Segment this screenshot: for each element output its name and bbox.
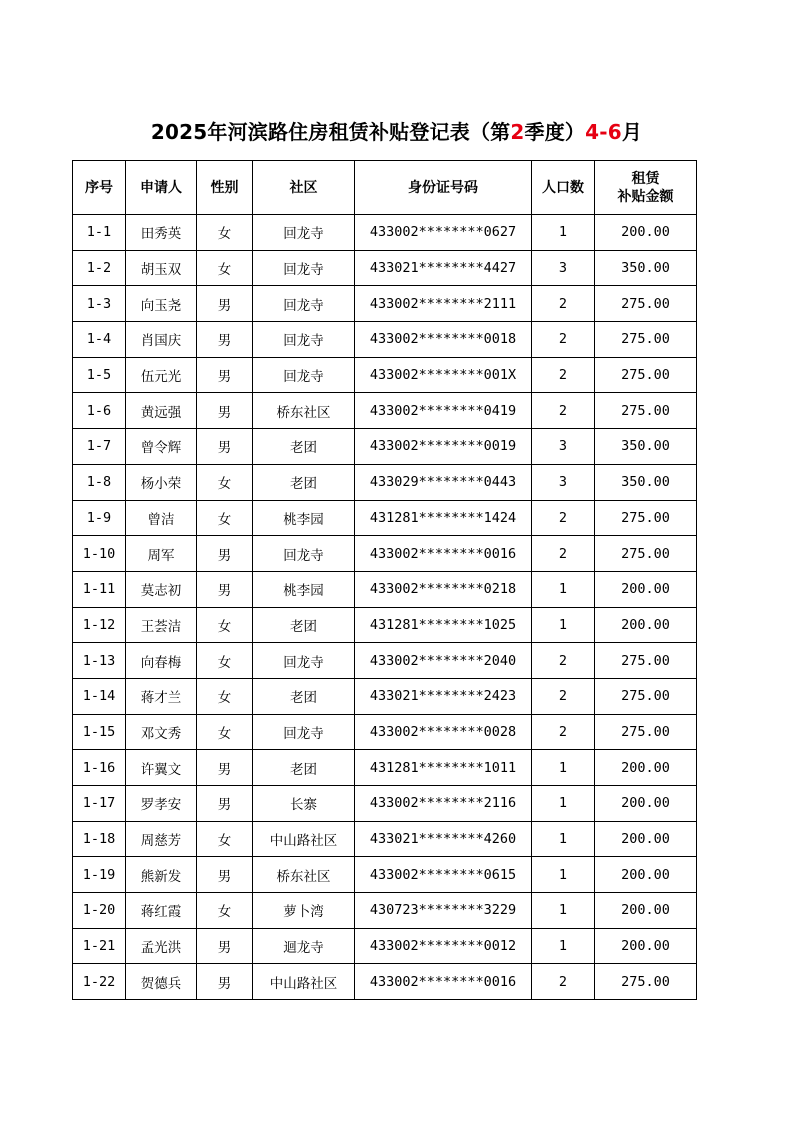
cell-community: 回龙寺 xyxy=(253,536,355,572)
cell-applicant: 田秀英 xyxy=(126,215,197,251)
cell-id-number: 433029********0443 xyxy=(355,464,532,500)
table-row xyxy=(73,286,697,322)
cell-household-size: 1 xyxy=(532,750,595,786)
cell-applicant: 蒋红霞 xyxy=(126,893,197,929)
cell-subsidy-amount: 275.00 xyxy=(595,393,697,429)
cell-subsidy-amount: 200.00 xyxy=(595,607,697,643)
cell-community: 回龙寺 xyxy=(253,250,355,286)
cell-seq: 1-15 xyxy=(73,714,126,750)
cell-community: 老团 xyxy=(253,607,355,643)
cell-community: 回龙寺 xyxy=(253,357,355,393)
cell-id-number: 433002********2116 xyxy=(355,786,532,822)
cell-id-number: 430723********3229 xyxy=(355,893,532,929)
table-row xyxy=(73,893,697,929)
cell-id-number: 433021********4260 xyxy=(355,821,532,857)
header-community: 社区 xyxy=(253,161,355,215)
cell-applicant: 肖国庆 xyxy=(126,322,197,358)
title-part3: 月 xyxy=(621,120,643,144)
cell-gender: 女 xyxy=(197,215,253,251)
cell-applicant: 罗孝安 xyxy=(126,786,197,822)
cell-subsidy-amount: 200.00 xyxy=(595,750,697,786)
cell-id-number: 433002********001X xyxy=(355,357,532,393)
cell-community: 长寨 xyxy=(253,786,355,822)
cell-id-number: 431281********1025 xyxy=(355,607,532,643)
table-row xyxy=(73,750,697,786)
registration-table xyxy=(72,160,697,1000)
cell-household-size: 1 xyxy=(532,893,595,929)
cell-subsidy-amount: 200.00 xyxy=(595,821,697,857)
header-subsidy-line2: 补贴金额 xyxy=(617,188,674,205)
cell-gender: 男 xyxy=(197,286,253,322)
cell-community: 回龙寺 xyxy=(253,714,355,750)
cell-applicant: 熊新发 xyxy=(126,857,197,893)
table-row xyxy=(73,571,697,607)
cell-gender: 男 xyxy=(197,786,253,822)
cell-household-size: 2 xyxy=(532,714,595,750)
cell-household-size: 3 xyxy=(532,429,595,465)
cell-applicant: 孟光洪 xyxy=(126,928,197,964)
table-row xyxy=(73,928,697,964)
cell-id-number: 433002********0615 xyxy=(355,857,532,893)
table-row xyxy=(73,714,697,750)
cell-id-number: 433002********2040 xyxy=(355,643,532,679)
title-part1: 2025年河滨路住房租赁补贴登记表（第 xyxy=(150,120,511,144)
cell-subsidy-amount: 200.00 xyxy=(595,786,697,822)
cell-household-size: 2 xyxy=(532,536,595,572)
cell-applicant: 伍元光 xyxy=(126,357,197,393)
cell-community: 老团 xyxy=(253,429,355,465)
table-row xyxy=(73,607,697,643)
cell-seq: 1-12 xyxy=(73,607,126,643)
cell-gender: 男 xyxy=(197,322,253,358)
cell-community: 桃李园 xyxy=(253,500,355,536)
cell-community: 回龙寺 xyxy=(253,643,355,679)
cell-community: 老团 xyxy=(253,464,355,500)
cell-seq: 1-19 xyxy=(73,857,126,893)
cell-seq: 1-3 xyxy=(73,286,126,322)
cell-subsidy-amount: 275.00 xyxy=(595,536,697,572)
cell-household-size: 2 xyxy=(532,678,595,714)
cell-community: 老团 xyxy=(253,750,355,786)
cell-seq: 1-16 xyxy=(73,750,126,786)
cell-gender: 男 xyxy=(197,393,253,429)
cell-gender: 男 xyxy=(197,964,253,1000)
cell-household-size: 1 xyxy=(532,786,595,822)
table-row xyxy=(73,464,697,500)
cell-applicant: 邓文秀 xyxy=(126,714,197,750)
table-row xyxy=(73,215,697,251)
cell-gender: 女 xyxy=(197,250,253,286)
cell-community: 迴龙寺 xyxy=(253,928,355,964)
table-row xyxy=(73,357,697,393)
cell-household-size: 2 xyxy=(532,643,595,679)
cell-applicant: 贺德兵 xyxy=(126,964,197,1000)
cell-gender: 女 xyxy=(197,464,253,500)
cell-seq: 1-8 xyxy=(73,464,126,500)
cell-applicant: 许翼文 xyxy=(126,750,197,786)
table-row xyxy=(73,643,697,679)
cell-id-number: 433002********2111 xyxy=(355,286,532,322)
cell-gender: 男 xyxy=(197,429,253,465)
cell-community: 回龙寺 xyxy=(253,286,355,322)
cell-subsidy-amount: 200.00 xyxy=(595,893,697,929)
cell-seq: 1-4 xyxy=(73,322,126,358)
page-title xyxy=(0,114,793,150)
cell-subsidy-amount: 275.00 xyxy=(595,964,697,1000)
cell-id-number: 433002********0419 xyxy=(355,393,532,429)
cell-applicant: 王荟洁 xyxy=(126,607,197,643)
cell-gender: 女 xyxy=(197,678,253,714)
title-months: 4-6 xyxy=(585,120,622,144)
cell-gender: 女 xyxy=(197,893,253,929)
cell-household-size: 3 xyxy=(532,250,595,286)
cell-subsidy-amount: 200.00 xyxy=(595,571,697,607)
cell-gender: 女 xyxy=(197,500,253,536)
header-applicant: 申请人 xyxy=(126,161,197,215)
cell-household-size: 1 xyxy=(532,571,595,607)
cell-seq: 1-22 xyxy=(73,964,126,1000)
title-quarter: 2 xyxy=(510,120,525,144)
cell-gender: 女 xyxy=(197,607,253,643)
cell-household-size: 3 xyxy=(532,464,595,500)
title-part2: 季度） xyxy=(524,120,586,144)
table-row xyxy=(73,786,697,822)
header-household-size: 人口数 xyxy=(532,161,595,215)
cell-seq: 1-5 xyxy=(73,357,126,393)
table-row xyxy=(73,821,697,857)
cell-subsidy-amount: 200.00 xyxy=(595,215,697,251)
cell-seq: 1-10 xyxy=(73,536,126,572)
cell-id-number: 431281********1424 xyxy=(355,500,532,536)
cell-applicant: 曾令辉 xyxy=(126,429,197,465)
cell-household-size: 2 xyxy=(532,964,595,1000)
cell-community: 老团 xyxy=(253,678,355,714)
cell-id-number: 433002********0019 xyxy=(355,429,532,465)
table-row xyxy=(73,964,697,1000)
cell-applicant: 周慈芳 xyxy=(126,821,197,857)
cell-subsidy-amount: 275.00 xyxy=(595,357,697,393)
cell-seq: 1-21 xyxy=(73,928,126,964)
cell-household-size: 2 xyxy=(532,286,595,322)
cell-subsidy-amount: 275.00 xyxy=(595,643,697,679)
cell-id-number: 433002********0028 xyxy=(355,714,532,750)
cell-seq: 1-14 xyxy=(73,678,126,714)
cell-seq: 1-7 xyxy=(73,429,126,465)
table-header-row xyxy=(73,161,697,215)
cell-seq: 1-2 xyxy=(73,250,126,286)
cell-community: 中山路社区 xyxy=(253,821,355,857)
cell-gender: 女 xyxy=(197,643,253,679)
header-subsidy-amount xyxy=(595,161,697,215)
cell-gender: 女 xyxy=(197,821,253,857)
cell-id-number: 433002********0218 xyxy=(355,571,532,607)
cell-seq: 1-17 xyxy=(73,786,126,822)
cell-seq: 1-11 xyxy=(73,571,126,607)
cell-community: 桃李园 xyxy=(253,571,355,607)
header-subsidy-line1: 租赁 xyxy=(631,170,660,187)
cell-subsidy-amount: 275.00 xyxy=(595,678,697,714)
cell-id-number: 433002********0016 xyxy=(355,536,532,572)
table-row xyxy=(73,678,697,714)
table-row xyxy=(73,393,697,429)
cell-seq: 1-20 xyxy=(73,893,126,929)
cell-seq: 1-6 xyxy=(73,393,126,429)
cell-community: 回龙寺 xyxy=(253,322,355,358)
cell-applicant: 蒋才兰 xyxy=(126,678,197,714)
cell-household-size: 1 xyxy=(532,857,595,893)
cell-id-number: 433002********0018 xyxy=(355,322,532,358)
cell-community: 萝卜湾 xyxy=(253,893,355,929)
cell-id-number: 433021********2423 xyxy=(355,678,532,714)
cell-subsidy-amount: 275.00 xyxy=(595,714,697,750)
cell-household-size: 1 xyxy=(532,928,595,964)
cell-household-size: 2 xyxy=(532,322,595,358)
cell-subsidy-amount: 350.00 xyxy=(595,429,697,465)
cell-seq: 1-13 xyxy=(73,643,126,679)
cell-gender: 男 xyxy=(197,857,253,893)
cell-household-size: 2 xyxy=(532,500,595,536)
cell-applicant: 胡玉双 xyxy=(126,250,197,286)
cell-gender: 男 xyxy=(197,750,253,786)
cell-applicant: 莫志初 xyxy=(126,571,197,607)
cell-gender: 男 xyxy=(197,571,253,607)
cell-subsidy-amount: 275.00 xyxy=(595,322,697,358)
cell-id-number: 433002********0627 xyxy=(355,215,532,251)
cell-subsidy-amount: 275.00 xyxy=(595,500,697,536)
cell-gender: 男 xyxy=(197,536,253,572)
cell-household-size: 2 xyxy=(532,393,595,429)
table-body xyxy=(73,215,697,1000)
cell-applicant: 向玉尧 xyxy=(126,286,197,322)
cell-seq: 1-18 xyxy=(73,821,126,857)
cell-id-number: 433021********4427 xyxy=(355,250,532,286)
table-row xyxy=(73,429,697,465)
cell-applicant: 周军 xyxy=(126,536,197,572)
cell-applicant: 黄远强 xyxy=(126,393,197,429)
cell-id-number: 431281********1011 xyxy=(355,750,532,786)
cell-gender: 男 xyxy=(197,928,253,964)
cell-community: 中山路社区 xyxy=(253,964,355,1000)
table-row xyxy=(73,322,697,358)
cell-gender: 男 xyxy=(197,357,253,393)
cell-subsidy-amount: 350.00 xyxy=(595,250,697,286)
cell-gender: 女 xyxy=(197,714,253,750)
cell-household-size: 1 xyxy=(532,821,595,857)
cell-applicant: 曾洁 xyxy=(126,500,197,536)
cell-subsidy-amount: 275.00 xyxy=(595,286,697,322)
cell-id-number: 433002********0016 xyxy=(355,964,532,1000)
table-row xyxy=(73,536,697,572)
cell-subsidy-amount: 350.00 xyxy=(595,464,697,500)
cell-applicant: 向春梅 xyxy=(126,643,197,679)
cell-household-size: 1 xyxy=(532,607,595,643)
cell-community: 桥东社区 xyxy=(253,393,355,429)
cell-seq: 1-9 xyxy=(73,500,126,536)
header-seq: 序号 xyxy=(73,161,126,215)
cell-household-size: 2 xyxy=(532,357,595,393)
header-id-number: 身份证号码 xyxy=(355,161,532,215)
cell-id-number: 433002********0012 xyxy=(355,928,532,964)
cell-subsidy-amount: 200.00 xyxy=(595,928,697,964)
cell-subsidy-amount: 200.00 xyxy=(595,857,697,893)
cell-applicant: 杨小荣 xyxy=(126,464,197,500)
cell-community: 回龙寺 xyxy=(253,215,355,251)
table-row xyxy=(73,250,697,286)
cell-community: 桥东社区 xyxy=(253,857,355,893)
table-row xyxy=(73,500,697,536)
cell-seq: 1-1 xyxy=(73,215,126,251)
table-row xyxy=(73,857,697,893)
header-gender: 性别 xyxy=(197,161,253,215)
cell-household-size: 1 xyxy=(532,215,595,251)
